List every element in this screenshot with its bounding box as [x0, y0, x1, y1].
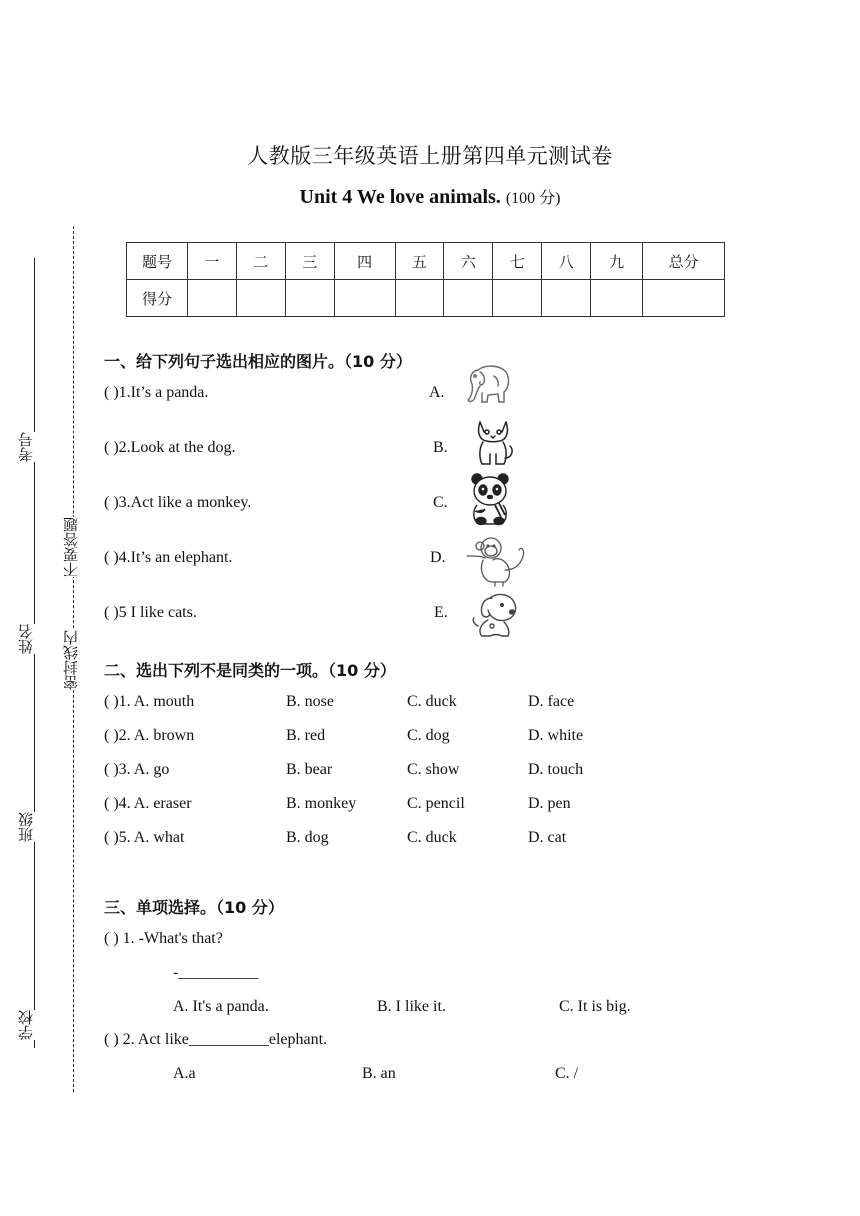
page-title-en	[0, 185, 860, 209]
question-stem: ( ) 1. -What's that?	[104, 930, 223, 947]
score-table	[126, 242, 725, 317]
no-answer-label: 不要答题	[62, 517, 80, 577]
page-title-cn: 人教版三年级英语上册第四单元测试卷	[247, 144, 613, 168]
row-option-b: B. nose	[286, 693, 334, 710]
class-label: 班级	[17, 812, 35, 842]
section1-question: ( )3.Act like a monkey.	[104, 494, 252, 511]
panda-icon	[469, 471, 513, 527]
option-a: A. It's a panda.	[173, 998, 269, 1015]
row-question: ( )4. A. eraser	[104, 795, 192, 812]
row-question: ( )2. A. brown	[104, 727, 195, 744]
option-letter-b: B.	[433, 439, 448, 456]
unit-title: Unit 4 We love animals.	[299, 186, 501, 208]
table-cell: 得分	[127, 280, 188, 317]
section2-heading: 二、选出下列不是同类的一项。（10 分）	[104, 661, 396, 680]
table-cell: 二	[236, 243, 285, 280]
table-cell: 八	[542, 243, 591, 280]
option-letter-a: A.	[429, 384, 445, 401]
row-option-d: D. white	[528, 727, 584, 744]
option-letter-d: D.	[430, 549, 446, 566]
section3-heading: 三、单项选择。（10 分）	[104, 898, 284, 917]
row-option-c: C. show	[407, 761, 460, 778]
inside-seal-label: 密封线内	[62, 630, 80, 690]
score-cell[interactable]	[444, 280, 493, 317]
section1-question: ( )4.It’s an elephant.	[104, 549, 233, 566]
answer-blank: -__________	[173, 964, 259, 981]
score-cell[interactable]	[395, 280, 444, 317]
option-letter-c: C.	[433, 494, 448, 511]
option-b: B. an	[362, 1065, 396, 1082]
row-option-b: B. bear	[286, 761, 333, 778]
score-cell[interactable]	[493, 280, 542, 317]
table-cell: 五	[395, 243, 444, 280]
table-cell: 九	[591, 243, 643, 280]
row-option-c: C. dog	[407, 727, 450, 744]
row-option-b: B. red	[286, 727, 326, 744]
option-a: A.a	[173, 1065, 196, 1082]
option-letter-e: E.	[434, 604, 448, 621]
row-option-d: D. face	[528, 693, 575, 710]
dog-icon	[468, 590, 528, 642]
option-c: C. /	[555, 1065, 579, 1082]
row-option-d: D. pen	[528, 795, 571, 812]
table-cell: 七	[493, 243, 542, 280]
table-cell: 一	[187, 243, 236, 280]
school-label: 学校	[17, 1010, 35, 1040]
score-cell[interactable]	[334, 280, 395, 317]
score-cell[interactable]	[542, 280, 591, 317]
cat-icon	[472, 416, 516, 468]
score-cell[interactable]	[285, 280, 334, 317]
name-label: 姓名	[17, 624, 35, 654]
table-cell: 三	[285, 243, 334, 280]
score-cell[interactable]	[591, 280, 643, 317]
exam-number-label: 考号	[17, 432, 35, 462]
row-option-c: C. pencil	[407, 795, 465, 812]
table-cell: 总分	[643, 243, 725, 280]
section1-question: ( )1.It’s a panda.	[104, 384, 209, 401]
total-score: (100 分)	[505, 190, 561, 207]
option-b: B. I like it.	[377, 998, 446, 1015]
elephant-icon	[464, 362, 512, 408]
row-option-d: D. cat	[528, 829, 567, 846]
section1-heading: 一、给下列句子选出相应的图片。（10 分）	[104, 352, 412, 371]
row-question: ( )1. A. mouth	[104, 693, 195, 710]
table-cell: 四	[334, 243, 395, 280]
table-cell: 题号	[127, 243, 188, 280]
row-question: ( )3. A. go	[104, 761, 170, 778]
monkey-icon	[465, 534, 529, 588]
row-question: ( )5. A. what	[104, 829, 185, 846]
row-option-b: B. dog	[286, 829, 329, 846]
score-cell[interactable]	[187, 280, 236, 317]
score-table-header-row	[127, 243, 725, 280]
score-table-score-row	[127, 280, 725, 317]
row-option-c: C. duck	[407, 829, 457, 846]
row-option-c: C. duck	[407, 693, 457, 710]
score-cell[interactable]	[643, 280, 725, 317]
option-c: C. It is big.	[559, 998, 631, 1015]
table-cell: 六	[444, 243, 493, 280]
section1-question: ( )5 I like cats.	[104, 604, 197, 621]
section1-question: ( )2.Look at the dog.	[104, 439, 236, 456]
row-option-d: D. touch	[528, 761, 584, 778]
score-cell[interactable]	[236, 280, 285, 317]
row-option-b: B. monkey	[286, 795, 357, 812]
question-stem: ( ) 2. Act like__________elephant.	[104, 1031, 328, 1048]
